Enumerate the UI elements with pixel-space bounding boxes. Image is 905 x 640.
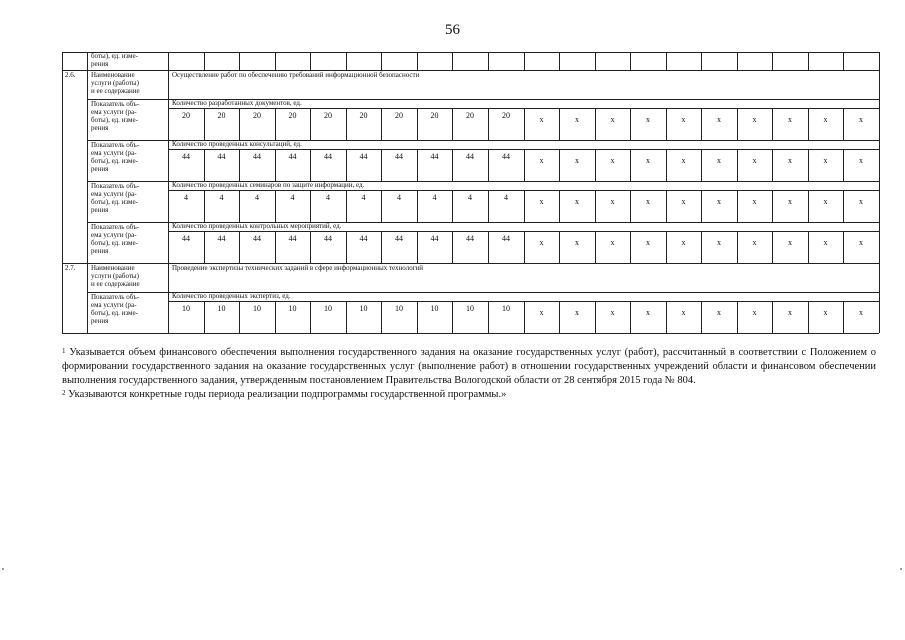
data-col-rule [808,190,809,222]
data-col-rule [524,231,525,263]
data-col-rule [843,52,844,70]
indicator-value: 4 [468,193,472,202]
section-name-label: Наименование [91,264,135,272]
data-col-rule [701,108,702,140]
data-col-rule [701,190,702,222]
indicator-label: Показатель объ- [91,141,140,149]
indicator-value: 44 [253,234,261,243]
placeholder-x: х [788,156,792,165]
data-col-rule [808,108,809,140]
data-col-rule [843,301,844,333]
placeholder-x: х [575,156,579,165]
placeholder-x: х [788,308,792,317]
indicator-value: 44 [359,152,368,161]
data-col-rule [666,301,667,333]
indicator-label: боты), ед. изме- [91,157,138,165]
data-col-rule [737,52,738,70]
placeholder-x: х [539,197,544,206]
indicator-value: 20 [182,111,190,120]
placeholder-x: х [646,197,650,206]
data-col-rule [417,52,418,70]
data-col-rule [879,108,880,140]
indicator-value: 20 [217,111,226,120]
table-bottom-border [62,333,879,334]
data-col-rule [452,52,453,70]
data-col-rule [630,149,631,181]
indicator-value: 10 [502,304,510,313]
indicator-value: 44 [359,234,368,243]
table-left-border [62,52,63,333]
data-col-rule [879,190,880,222]
placeholder-x: х [823,156,828,165]
indicator-value: 10 [430,304,439,313]
footnote-2-text: Указываются конкретные годы периода реализации подпрограммы государственной программы.» [68,389,507,400]
placeholder-x: х [681,115,686,124]
indicator-label: ема услуги (ра- [91,108,137,116]
indicator-label: рения [91,206,109,214]
data-col-rule [524,108,525,140]
placeholder-x: х [717,156,721,165]
data-col-rule [843,149,844,181]
indicator-value: 44 [288,234,297,243]
data-col-rule [666,52,667,70]
indicator-value: 4 [504,193,508,202]
data-col-rule [772,301,773,333]
data-col-rule [808,149,809,181]
section-number: 2.6. [65,71,76,79]
placeholder-x: х [859,197,863,206]
placeholder-x: х [752,238,757,247]
data-col-rule [559,52,560,70]
indicator-value: 20 [359,111,368,120]
placeholder-x: х [823,197,828,206]
data-col-rule [630,108,631,140]
data-col-rule [772,231,773,263]
indicator-value: 4 [361,193,366,202]
indicator-value: 44 [502,152,510,161]
indicator-title: Количество разработанных документов, ед. [172,99,302,107]
data-col-rule [772,149,773,181]
data-col-rule [168,52,169,70]
data-col-rule [879,149,880,181]
data-col-rule [666,231,667,263]
data-col-rule [701,231,702,263]
placeholder-x: х [859,308,863,317]
placeholder-x: х [788,197,792,206]
placeholder-x: х [610,308,615,317]
indicator-value: 4 [255,193,259,202]
placeholder-x: х [717,115,721,124]
footnote-2-marker: 2 [62,389,66,397]
indicator-value: 44 [253,152,261,161]
data-col-rule [808,52,809,70]
data-col-rule [595,231,596,263]
indicator-label: рения [91,124,109,132]
indicator-title: Количество проведенных экспертиз, ед. [172,292,291,300]
data-col-rule [595,190,596,222]
indicator-value: 4 [290,193,295,202]
data-col-rule [346,52,347,70]
placeholder-x: х [681,238,686,247]
placeholder-x: х [823,308,828,317]
indicator-value: 44 [466,234,474,243]
data-col-rule [630,190,631,222]
data-col-rule [524,301,525,333]
placeholder-x: х [681,308,686,317]
data-col-rule [737,190,738,222]
indicator-value: 44 [430,234,439,243]
data-col-rule [630,301,631,333]
placeholder-x: х [859,238,863,247]
placeholder-x: х [752,115,757,124]
placeholder-x: х [610,238,615,247]
data-col-rule [843,108,844,140]
footnote-1-marker: 1 [62,347,66,355]
placeholder-x: х [539,156,544,165]
indicator-value: 44 [324,152,332,161]
indicator-label: боты), ед. изме- [91,198,138,206]
section-name-label: услуги (работы) [91,272,139,280]
indicator-value: 20 [288,111,297,120]
indicator-title: Количество проведенных контрольных мероприятий, ед. [172,222,342,230]
indicator-label: ема услуги (ра- [91,190,137,198]
indicator-value: 4 [432,193,437,202]
indicator-value: 44 [182,234,190,243]
placeholder-x: х [752,197,757,206]
indicator-table [62,52,879,336]
section-name-label: и ее содержание [91,280,140,288]
indicator-label: боты), ед. изме- [91,116,138,124]
data-col-rule [772,190,773,222]
data-col-rule [524,149,525,181]
indicator-value: 44 [502,234,510,243]
indicator-value: 44 [217,152,226,161]
indicator-label: ема услуги (ра- [91,231,137,239]
row-rule [62,52,879,53]
placeholder-x: х [859,115,863,124]
indicator-value: 44 [395,234,403,243]
indicator-label: боты), ед. изме- [91,239,138,247]
data-col-rule [630,231,631,263]
indicator-value: 10 [253,304,261,313]
page-number: 56 [445,22,460,38]
data-col-rule [559,149,560,181]
indicator-value: 10 [288,304,297,313]
data-col-rule [737,301,738,333]
scan-mark-left [2,568,4,570]
placeholder-x: х [823,238,828,247]
table-col-rule [87,52,88,333]
section-description: Проведение экспертизы технических заданий в сфере информационных технологий [172,264,424,272]
indicator-value: 20 [324,111,332,120]
indicator-title: Количество проведенных консультаций, ед. [172,140,302,148]
indicator-label: рения [91,247,109,255]
placeholder-x: х [681,156,686,165]
placeholder-x: х [575,197,579,206]
indicator-label: Показатель объ- [91,100,140,108]
indicator-value: 44 [395,152,403,161]
placeholder-x: х [610,156,615,165]
placeholder-x: х [610,197,615,206]
placeholder-x: х [646,115,650,124]
data-col-rule [879,52,880,70]
data-col-rule [843,190,844,222]
placeholder-x: х [859,156,863,165]
data-col-rule [666,108,667,140]
data-col-rule [524,52,525,70]
placeholder-x: х [788,115,792,124]
placeholder-x: х [717,238,721,247]
data-col-rule [381,52,382,70]
placeholder-x: х [575,238,579,247]
data-col-rule [808,301,809,333]
indicator-value: 10 [395,304,403,313]
indicator-value: 44 [430,152,439,161]
indicator-value: 4 [219,193,224,202]
indicator-value: 44 [217,234,226,243]
data-col-rule [595,301,596,333]
data-col-rule [879,231,880,263]
scan-mark-right [900,568,902,570]
continuation-label: рения [91,60,109,68]
placeholder-x: х [717,308,721,317]
indicator-label: ема услуги (ра- [91,301,137,309]
placeholder-x: х [646,308,650,317]
indicator-value: 4 [397,193,401,202]
indicator-value: 4 [184,193,188,202]
data-col-rule [559,231,560,263]
indicator-value: 10 [217,304,226,313]
data-col-rule [701,52,702,70]
data-col-rule [559,190,560,222]
placeholder-x: х [646,156,650,165]
footnotes [62,346,876,402]
indicator-label: рения [91,317,109,325]
data-col-rule [559,108,560,140]
data-col-rule [737,108,738,140]
indicator-value: 44 [324,234,332,243]
data-col-rule [701,301,702,333]
data-col-rule [524,190,525,222]
data-col-rule [737,231,738,263]
data-col-rule [595,108,596,140]
placeholder-x: х [752,308,757,317]
data-col-rule [488,52,489,70]
footnote-1 [62,346,876,388]
indicator-value: 10 [466,304,474,313]
placeholder-x: х [539,115,544,124]
indicator-value: 4 [326,193,330,202]
data-col-rule [630,52,631,70]
data-col-rule [843,231,844,263]
footnote-1-text: Указывается объем финансового обеспечения выполнения государственного задания на оказание государственных услуг (работ), рассчитанный в соответствии с Положением о формировании государственного задания на оказание государственных услуг (выполнение работ) в отношении государственных учреждений области и финансовом обеспечении выполнения государственного задания, утвержденным постановлением Правительства Вологодской области от 28 сентября 2015 года № 804. [62,347,876,386]
data-col-rule [239,52,240,70]
indicator-value: 44 [466,152,474,161]
section-number: 2.7. [65,264,76,272]
indicator-value: 20 [466,111,474,120]
placeholder-x: х [752,156,757,165]
placeholder-x: х [823,115,828,124]
data-col-rule [666,190,667,222]
placeholder-x: х [539,308,544,317]
indicator-label: Показатель объ- [91,223,140,231]
indicator-value: 20 [395,111,403,120]
indicator-value: 10 [359,304,368,313]
indicator-label: ема услуги (ра- [91,149,137,157]
placeholder-x: х [681,197,686,206]
continuation-label: боты), ед. изме- [91,52,138,60]
indicator-value: 44 [182,152,190,161]
data-col-rule [310,52,311,70]
placeholder-x: х [646,238,650,247]
indicator-label: рения [91,165,109,173]
placeholder-x: х [788,238,792,247]
data-col-rule [595,52,596,70]
data-col-rule [204,52,205,70]
placeholder-x: х [575,115,579,124]
data-col-rule [559,301,560,333]
indicator-title: Количество проведенных семинаров по защите информации, ед. [172,181,365,189]
section-name-label: Наименование [91,71,135,79]
data-col-rule [879,301,880,333]
indicator-value: 20 [502,111,510,120]
placeholder-x: х [575,308,579,317]
footnote-2 [62,388,876,402]
data-col-rule [772,52,773,70]
indicator-label: Показатель объ- [91,293,140,301]
data-col-rule [772,108,773,140]
indicator-value: 10 [324,304,332,313]
section-name-label: и ее содержание [91,87,140,95]
placeholder-x: х [610,115,615,124]
indicator-label: Показатель объ- [91,182,140,190]
indicator-value: 10 [182,304,190,313]
data-col-rule [666,149,667,181]
data-col-rule [701,149,702,181]
indicator-value: 20 [430,111,439,120]
indicator-value: 20 [253,111,261,120]
indicator-label: боты), ед. изме- [91,309,138,317]
data-col-rule [737,149,738,181]
placeholder-x: х [539,238,544,247]
section-description: Осуществление работ по обеспечению требований информационной безопасности [172,71,420,79]
indicator-value: 44 [288,152,297,161]
data-col-rule [275,52,276,70]
placeholder-x: х [717,197,721,206]
data-col-rule [595,149,596,181]
data-col-rule [808,231,809,263]
section-name-label: услуги (работы) [91,79,139,87]
